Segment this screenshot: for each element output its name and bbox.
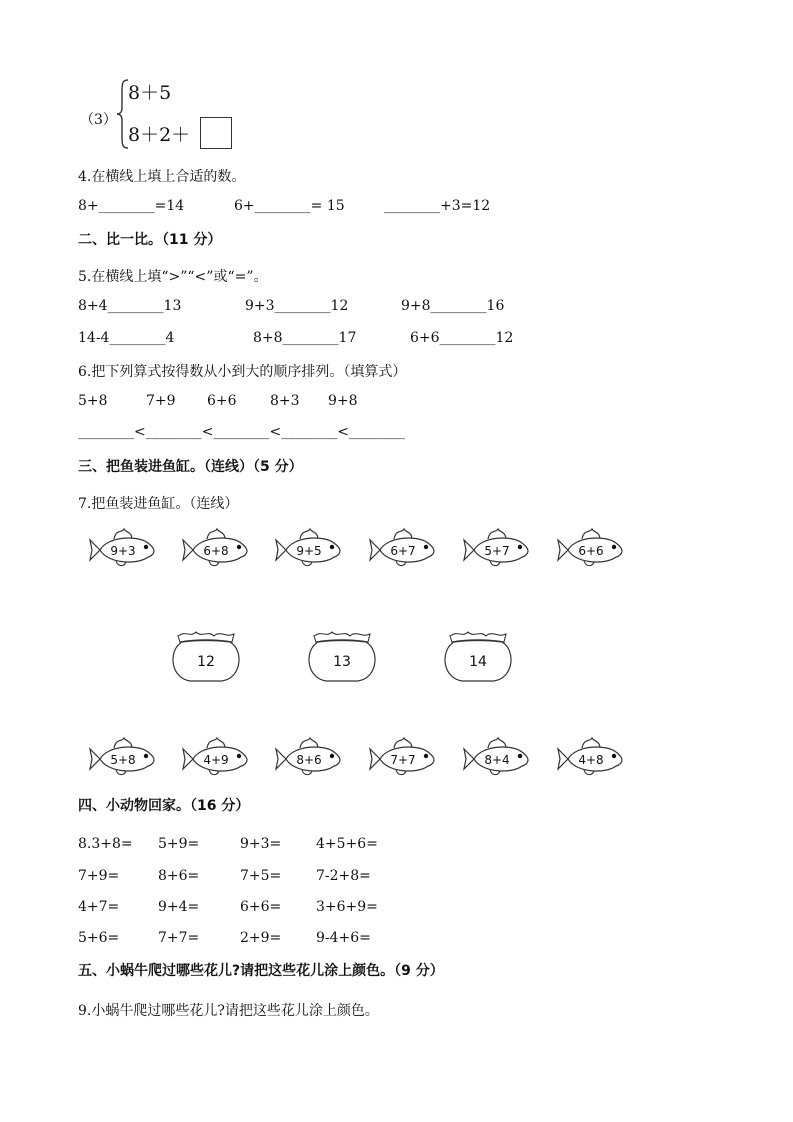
fish-top-4[interactable] bbox=[366, 527, 438, 573]
answer-box[interactable] bbox=[200, 117, 232, 149]
fish-label: 9+3 bbox=[110, 544, 136, 558]
fish-label: 5+8 bbox=[110, 753, 136, 767]
fish-label: 9+5 bbox=[296, 544, 322, 558]
calc-item: 4+7= bbox=[78, 899, 120, 915]
bowl-label: 12 bbox=[197, 654, 215, 670]
q5-row2-item-1: 14-4________4 bbox=[78, 330, 175, 346]
q6-item-2: 7+9 bbox=[146, 393, 176, 409]
q9-prompt: 9.小蜗牛爬过哪些花儿?请把这些花儿涂上颜色。 bbox=[78, 1003, 379, 1019]
calc-item: 5+6= bbox=[78, 930, 120, 946]
q6-item-1: 5+8 bbox=[78, 393, 108, 409]
fish-label: 6+8 bbox=[203, 544, 229, 558]
q6-order-line: ________<________<________<________<________ bbox=[78, 424, 405, 440]
q5-prompt: 5.在横线上填“>”“<”或“=”。 bbox=[78, 269, 268, 285]
calc-item: 3+6+9= bbox=[316, 899, 378, 915]
bowl-label: 14 bbox=[469, 654, 487, 670]
calc-item: 4+5+6= bbox=[316, 836, 378, 852]
fish-bowl-3[interactable] bbox=[440, 628, 516, 684]
q5-row1-item-1: 8+4________13 bbox=[78, 298, 182, 314]
fish-top-5[interactable] bbox=[460, 527, 532, 573]
fish-label: 4+9 bbox=[203, 753, 229, 767]
fish-label: 4+8 bbox=[578, 753, 604, 767]
fish-bowl-2[interactable] bbox=[304, 628, 380, 684]
fish-bottom-2[interactable] bbox=[179, 736, 251, 782]
calc-item: 2+9= bbox=[240, 930, 282, 946]
q7-prompt: 7.把鱼装进鱼缸。（连线） bbox=[78, 496, 239, 512]
q4-item-2: 6+________= 15 bbox=[234, 198, 345, 214]
fish-top-6[interactable] bbox=[554, 527, 626, 573]
q6-item-4: 8+3 bbox=[270, 393, 300, 409]
calc-item: 7+7= bbox=[158, 930, 200, 946]
fish-label: 6+7 bbox=[390, 544, 416, 558]
calc-item: 8.3+8= bbox=[78, 836, 133, 852]
bowl-label: 13 bbox=[333, 654, 351, 670]
q5-row1-item-2: 9+3________12 bbox=[245, 298, 349, 314]
fish-top-1[interactable] bbox=[86, 527, 158, 573]
fish-top-2[interactable] bbox=[179, 527, 251, 573]
section-5-heading: 五、小蜗牛爬过哪些花儿?请把这些花儿涂上颜色。（9 分） bbox=[78, 963, 444, 979]
fish-bottom-1[interactable] bbox=[86, 736, 158, 782]
fish-bowl-1[interactable] bbox=[168, 628, 244, 684]
q3-line1: 8＋5 bbox=[128, 82, 172, 104]
calc-item: 5+9= bbox=[158, 836, 200, 852]
q5-row2-item-2: 8+8________17 bbox=[253, 330, 357, 346]
section-4-heading: 四、小动物回家。（16 分） bbox=[78, 798, 250, 814]
calc-item: 7-2+8= bbox=[316, 868, 371, 884]
fish-label: 8+4 bbox=[484, 753, 510, 767]
q5-row1-item-3: 9+8________16 bbox=[401, 298, 505, 314]
calc-item: 9+3= bbox=[240, 836, 282, 852]
fish-bottom-5[interactable] bbox=[460, 736, 532, 782]
calc-item: 9+4= bbox=[158, 899, 200, 915]
calc-item: 7+5= bbox=[240, 868, 282, 884]
fish-label: 7+7 bbox=[390, 753, 416, 767]
q6-item-3: 6+6 bbox=[207, 393, 237, 409]
fish-top-3[interactable] bbox=[272, 527, 344, 573]
fish-bottom-6[interactable] bbox=[554, 736, 626, 782]
calc-item: 6+6= bbox=[240, 899, 282, 915]
q6-item-5: 9+8 bbox=[328, 393, 358, 409]
calc-item: 9-4+6= bbox=[316, 930, 371, 946]
fish-bottom-3[interactable] bbox=[272, 736, 344, 782]
q3-label: （3） bbox=[80, 112, 117, 128]
q4-item-1: 8+________=14 bbox=[78, 198, 185, 214]
section-2-heading: 二、比一比。（11 分） bbox=[78, 232, 222, 248]
calc-item: 7+9= bbox=[78, 868, 120, 884]
fish-bottom-4[interactable] bbox=[366, 736, 438, 782]
fish-label: 5+7 bbox=[484, 544, 510, 558]
calc-item: 8+6= bbox=[158, 868, 200, 884]
q6-prompt: 6.把下列算式按得数从小到大的顺序排列。（填算式） bbox=[78, 364, 407, 380]
q4-prompt: 4.在横线上填上合适的数。 bbox=[78, 169, 246, 185]
section-3-heading: 三、把鱼装进鱼缸。（连线）（5 分） bbox=[78, 459, 303, 475]
q3-line2: 8＋2＋ bbox=[128, 124, 191, 146]
fish-label: 6+6 bbox=[578, 544, 604, 558]
fish-label: 8+6 bbox=[296, 753, 322, 767]
q5-row2-item-3: 6+6________12 bbox=[410, 330, 514, 346]
q4-item-3: ________+3=12 bbox=[384, 198, 491, 214]
